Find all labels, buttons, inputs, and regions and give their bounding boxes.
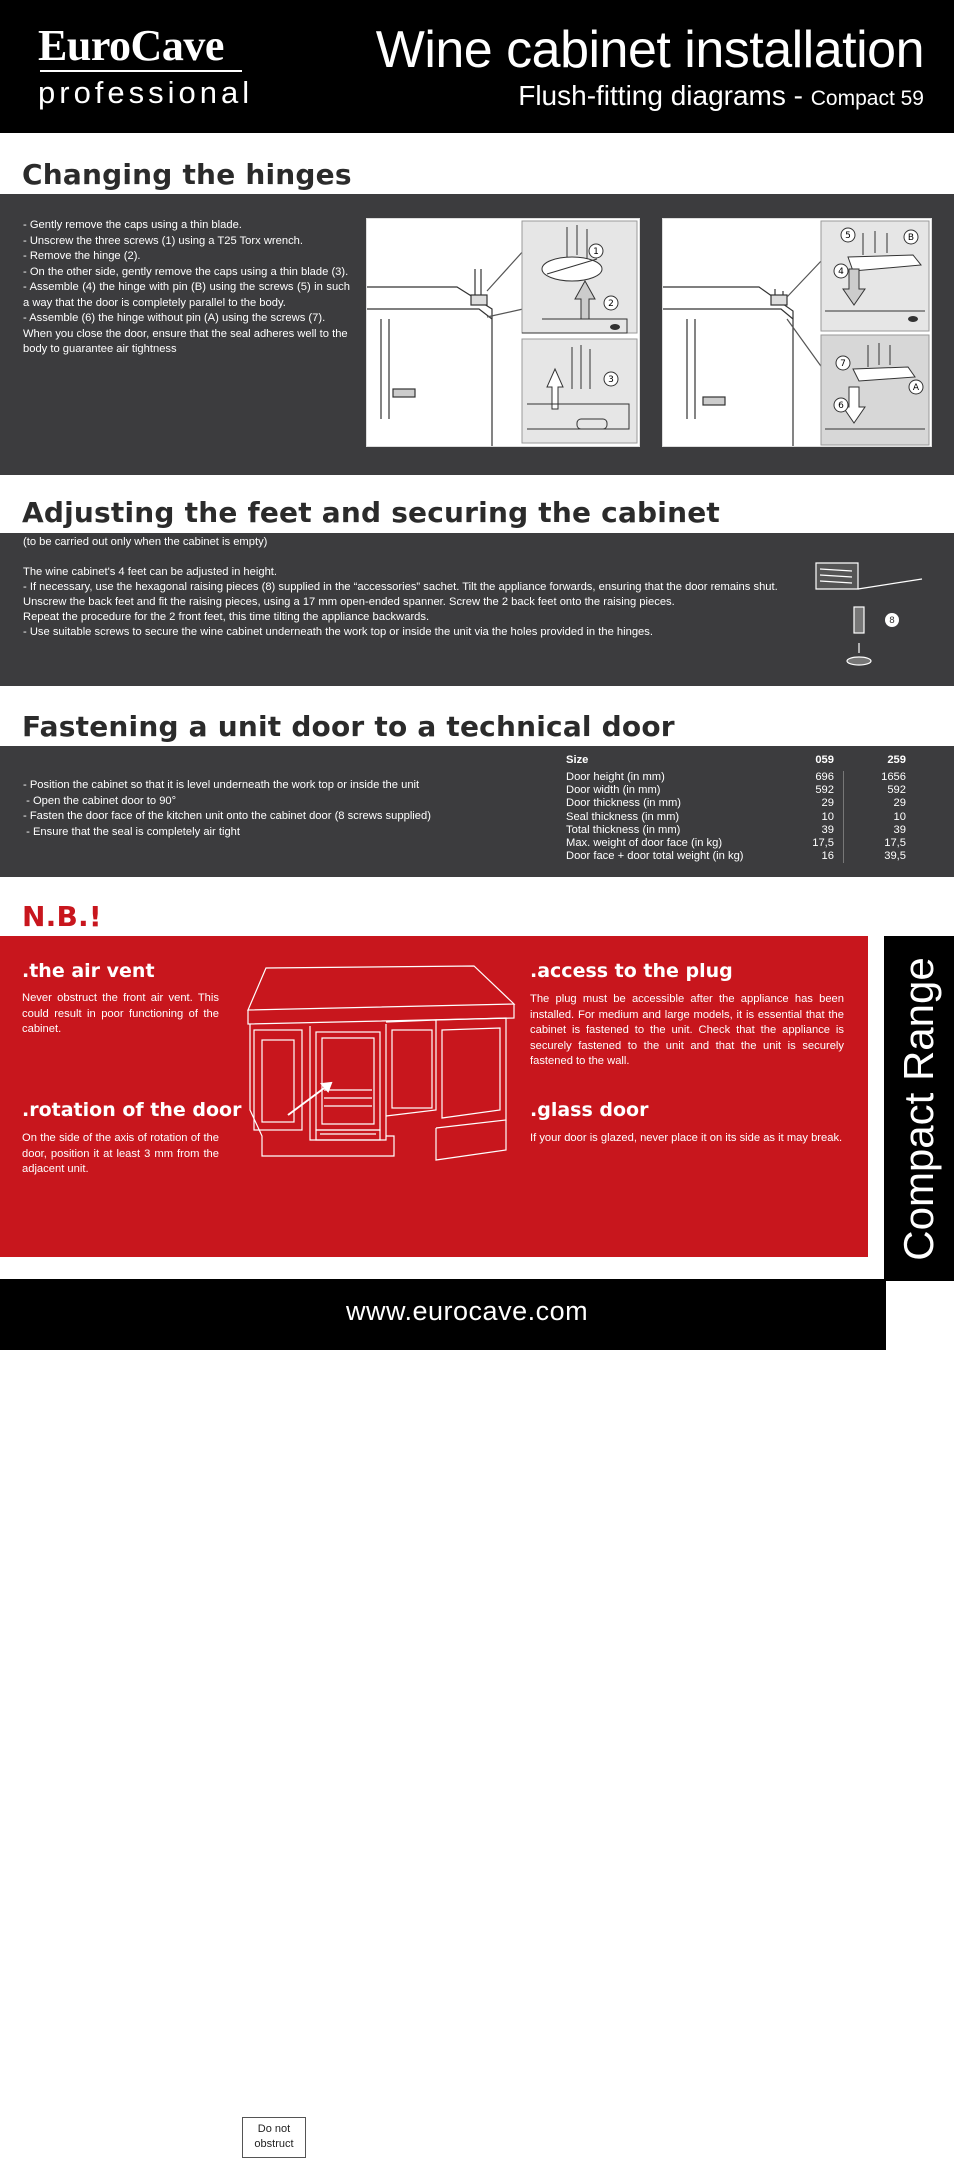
door-spec-table [566, 753, 906, 863]
instruction-line: The wine cabinet's 4 feet can be adjusted in height. [23, 566, 278, 578]
side-tab [884, 936, 954, 1281]
footer [0, 1279, 886, 1350]
page-subtitle [518, 80, 924, 112]
instruction-line: - Assemble (6) the hinge without pin (A) using the screws (7). [23, 312, 326, 324]
table-cell: Door height (in mm) [566, 771, 665, 783]
table-cell: 29 [821, 797, 834, 810]
plug-text: The plug must be accessible after the appliance has been installed. For medium and large models, it is essential that the cabinet is fastened to the unit. Check that the appliance is securely fastened to the unit and that the unit is securely fastened to the wall. [530, 993, 844, 1067]
instruction-line: - Unscrew the three screws (1) using a T25 Torx wrench. [23, 234, 304, 247]
website-link[interactable]: www.eurocave.com [346, 1296, 589, 1326]
instruction-line: Unscrew the back feet and fit the raising pieces, using a 17 mm open-ended spanner. Screw the 2 back feet onto the raising pieces. [23, 596, 675, 608]
logo-divider [40, 70, 242, 72]
instruction-line: - If necessary, use the hexagonal raising pieces (8) supplied in the “accessories” sachet. Tilt the appliance forwards, ensuring that the door remains shut. [23, 581, 778, 593]
table-cell: 17,5 [843, 837, 906, 850]
table-cell: Total thickness (in mm) [566, 823, 681, 836]
hinge-assembly-diagram [662, 218, 932, 447]
section-title-nb: N.B.! [22, 900, 102, 933]
table-cell: 1656 [843, 771, 906, 784]
glass-text: If your door is glazed, never place it on its side as it may break. [530, 1132, 843, 1144]
table-cell: 10 [821, 810, 834, 823]
section-title-door: Fastening a unit door to a technical door [22, 710, 675, 743]
side-tab-label: Compact Range [895, 956, 942, 1261]
table-cell: Door width (in mm) [566, 784, 661, 797]
instruction-line: - Use suitable screws to secure the wine cabinet underneath the work top or inside the unit via the holes provided in the hinges. [23, 626, 653, 638]
table-row [566, 824, 906, 837]
air-vent-text: Never obstruct the front air vent. This could result in poor functioning of the cabinet. [22, 992, 219, 1035]
callout-line: Do not [257, 2123, 291, 2135]
spacer [23, 550, 823, 565]
callout-label-b: B [907, 233, 915, 243]
instruction-line: - Remove the hinge (2). [23, 250, 141, 262]
instruction-line: - On the other side, gently remove the caps using a thin blade (3). [23, 265, 349, 278]
table-row [566, 850, 906, 863]
table-cell: 39 [821, 823, 834, 836]
hinge-removal-drawing [367, 219, 639, 446]
plug-title: .access to the plug [530, 960, 733, 982]
table-cell: 696 [815, 771, 834, 783]
callout-label-7: 7 [840, 359, 846, 369]
table-header-cell: 059 [815, 754, 834, 766]
door-instructions [23, 778, 473, 840]
kitchen-unit-illustration [236, 960, 516, 1180]
instruction-line: - Position the cabinet so that it is level underneath the work top or inside the unit [23, 779, 420, 791]
instruction-line: - Fasten the door face of the kitchen unit onto the cabinet door (8 screws supplied) [23, 810, 431, 822]
table-row [566, 811, 906, 824]
brand-logo: EuroCave [38, 21, 224, 70]
callout-label-a: A [912, 383, 920, 393]
header [0, 0, 954, 133]
door-panel [0, 746, 954, 877]
hinges-panel [0, 194, 954, 475]
hinge-assembly-drawing [663, 219, 931, 446]
table-cell: Max. weight of door face (in kg) [566, 836, 723, 849]
callout-label-8: 8 [889, 616, 895, 626]
instruction-line: - Open the cabinet door to 90° [23, 794, 177, 807]
callout-label-3: 3 [608, 375, 614, 385]
instruction-line: - Gently remove the caps using a thin blade. [23, 219, 242, 231]
hinges-instructions [23, 218, 350, 358]
subtitle-model: Compact 59 [810, 87, 924, 110]
table-cell: Door thickness (in mm) [566, 797, 682, 810]
table-row [566, 837, 906, 850]
instruction-line: - Ensure that the seal is completely air tight [23, 825, 241, 838]
table-cell: 592 [815, 784, 834, 797]
rotation-title: .rotation of the door [22, 1099, 242, 1121]
section-title-feet: Adjusting the feet and securing the cabinet [22, 496, 721, 529]
instruction-line: Repeat the procedure for the 2 front feet, this time tilting the appliance backwards. [23, 611, 430, 623]
air-vent-title: .the air vent [22, 960, 155, 982]
instruction-line: - Assemble (4) the hinge with pin (B) using the screws (5) in such a way that the door is completely parallel to the body. [23, 281, 350, 309]
page-title: Wine cabinet installation [375, 21, 924, 79]
raising-piece-illustration [812, 557, 942, 682]
table-cell: 17,5 [812, 836, 834, 849]
callout-label-2: 2 [608, 299, 614, 309]
table-cell: 10 [843, 811, 906, 824]
subtitle-text: Flush-fitting diagrams - [518, 80, 811, 111]
glass-title: .glass door [530, 1099, 649, 1121]
callout-line: obstruct [254, 2138, 294, 2150]
feet-instructions [23, 535, 823, 640]
table-row [566, 797, 906, 810]
do-not-obstruct-callout [242, 2117, 306, 2158]
table-header-row [566, 753, 906, 771]
table-cell: 39,5 [843, 850, 906, 863]
table-cell: 592 [843, 784, 906, 797]
feet-panel [0, 533, 954, 686]
table-row [566, 784, 906, 797]
table-header-cell: 259 [887, 754, 906, 766]
brand-tagline: professional [38, 75, 254, 110]
table-cell: Door face + door total weight (in kg) [566, 850, 744, 863]
rotation-text: On the side of the axis of rotation of the door, position it at least 3 mm from the adjacent unit. [22, 1132, 219, 1175]
feet-note: (to be carried out only when the cabinet is empty) [23, 536, 268, 548]
table-row [566, 771, 906, 784]
hinge-removal-diagram [366, 218, 640, 447]
table-header-cell: Size [566, 754, 589, 766]
callout-label-6: 6 [838, 401, 844, 411]
table-cell: 16 [821, 850, 834, 863]
table-cell: 39 [843, 824, 906, 837]
section-title-hinges: Changing the hinges [22, 158, 352, 191]
callout-label-1: 1 [593, 247, 599, 257]
table-cell: Seal thickness (in mm) [566, 810, 680, 823]
instruction-line: When you close the door, ensure that the seal adheres well to the body to guarantee air tightness [23, 327, 348, 355]
table-cell: 29 [843, 797, 906, 810]
callout-label-5: 5 [845, 231, 851, 241]
callout-label-4: 4 [838, 267, 844, 277]
